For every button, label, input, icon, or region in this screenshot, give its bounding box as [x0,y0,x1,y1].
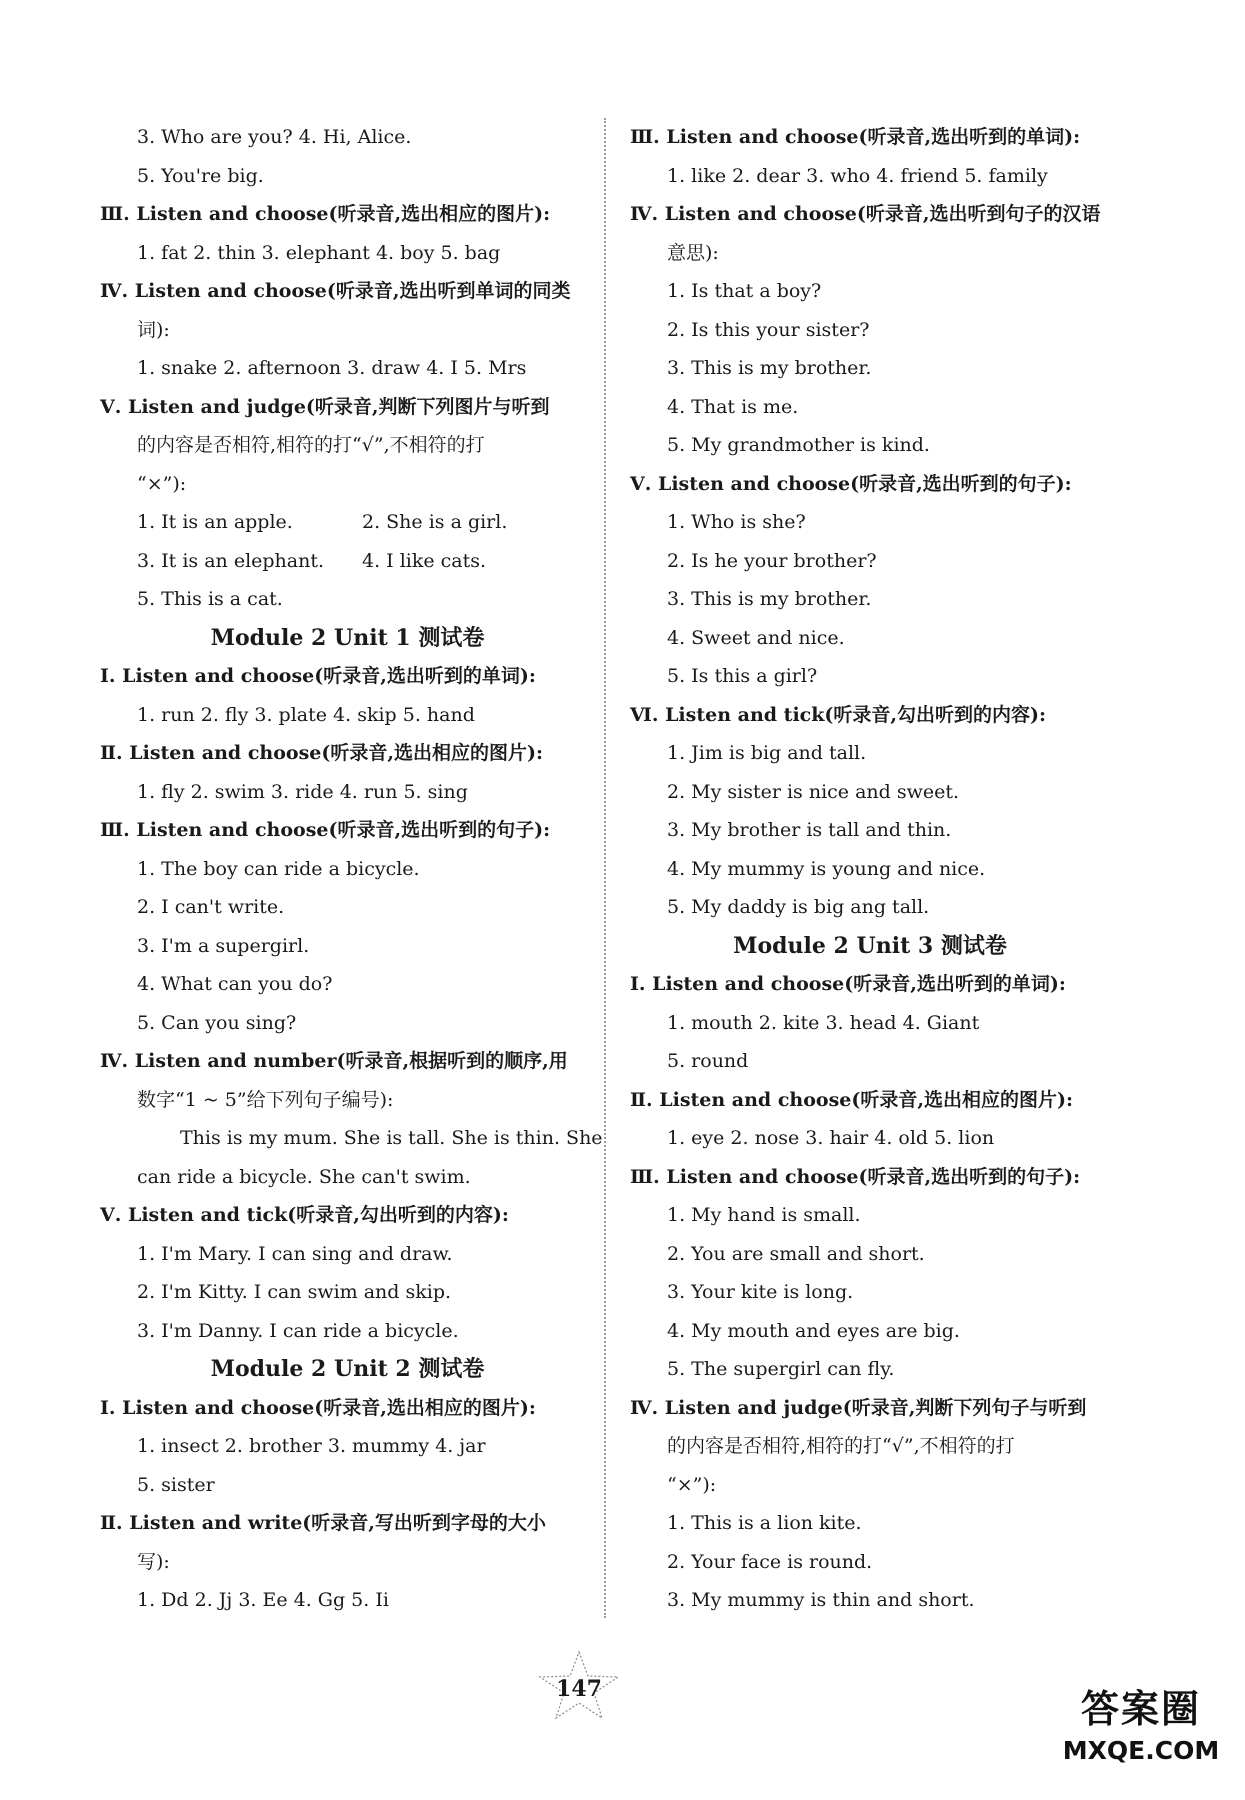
question-heading: Ⅳ. Listen and number(听录音,根据听到的顺序,用 [100,1050,568,1072]
answer-line: 4. That is me. [667,395,799,418]
question-heading: Ⅰ. Listen and choose(听录音,选出听到的单词): [100,665,536,687]
answer-line: 5. This is a cat. [137,588,283,610]
page-number: 147 [556,1676,602,1702]
answer-line: 4. Sweet and nice. [667,626,845,649]
answer-line: 5. My grandmother is kind. [667,434,930,456]
answer-line: 5. Can you sing? [137,1011,297,1034]
answer-line: 2. You are small and short. [667,1242,925,1265]
answer-line: 3. My mummy is thin and short. [667,1589,975,1611]
answer-line: 5. round [667,1050,749,1072]
section-title: Module 2 Unit 1 测试卷 [210,624,485,651]
answer-line: “×”): [667,1473,717,1496]
answer-line: 1. My hand is small. [667,1204,861,1226]
answer-line: 2. Your face is round. [667,1550,873,1573]
question-heading: Ⅰ. Listen and choose(听录音,选出相应的图片): [100,1396,536,1419]
answer-line: 1. mouth 2. kite 3. head 4. Giant [667,1011,980,1034]
answer-line: 5. The supergirl can fly. [667,1358,895,1380]
answer-line: 词): [137,318,170,341]
answer-line: 4. My mummy is young and nice. [667,857,986,880]
answer-line: 1. Is that a boy? [667,280,822,302]
answer-line: 3. This is my brother. [667,357,872,379]
answer-item: 2. She is a girl. [362,511,508,533]
answer-line: 1. This is a lion kite. [667,1512,862,1534]
answer-line: 的内容是否相符,相符的打“√”,不相符的打 [137,434,485,456]
answer-line: 3. My brother is tall and thin. [667,819,952,841]
answer-line: 数字“1 ~ 5”给下列句子编号): [137,1088,394,1111]
watermark-bottom: MXQE.COM [1062,1736,1220,1765]
answer-line: “×”): [137,472,187,495]
answer-line: 1. snake 2. afternoon 3. draw 4. I 5. Mrs [137,357,527,379]
answer-line: 1. Dd 2. Jj 3. Ee 4. Gg 5. Ii [137,1589,389,1611]
answer-line: 3. Who are you? 4. Hi, Alice. [137,126,412,148]
left-column [100,118,603,1620]
question-heading: Ⅲ. Listen and choose(听录音,选出相应的图片): [100,203,551,225]
answer-line: 5. Is this a girl? [667,665,818,687]
section-title: Module 2 Unit 3 测试卷 [733,932,1007,959]
answer-line: 4. My mouth and eyes are big. [667,1319,960,1342]
answer-line: 2. I can't write. [137,896,285,918]
answer-line: 1. fat 2. thin 3. elephant 4. boy 5. bag [137,241,501,264]
question-heading: Ⅳ. Listen and choose(听录音,选出听到单词的同类 [100,280,571,302]
right-column [630,118,1110,1620]
question-heading: Ⅳ. Listen and choose(听录音,选出听到句子的汉语 [630,203,1101,225]
section-title: Module 2 Unit 2 测试卷 [210,1356,485,1382]
question-heading: Ⅰ. Listen and choose(听录音,选出听到的单词): [630,973,1066,995]
answer-item: 4. I like cats. [362,549,487,572]
answer-item: 1. It is an apple. [137,511,293,533]
question-heading: Ⅳ. Listen and judge(听录音,判断下列句子与听到 [630,1396,1087,1419]
question-heading: Ⅱ. Listen and choose(听录音,选出相应的图片): [100,742,543,764]
answer-line: 5. You're big. [137,164,264,187]
answer-line: 2. I'm Kitty. I can swim and skip. [137,1281,452,1303]
answer-line: 的内容是否相符,相符的打“√”,不相符的打 [667,1435,1015,1457]
question-heading: Ⅴ. Listen and tick(听录音,勾出听到的内容): [100,1204,509,1226]
answer-line: 4. What can you do? [137,973,333,995]
answer-line: 5. sister [137,1473,215,1496]
answer-line: 3. I'm Danny. I can ride a bicycle. [137,1319,459,1342]
answer-line: 2. My sister is nice and sweet. [667,780,960,803]
answer-line: 1. Jim is big and tall. [667,742,867,764]
answer-line: 2. Is he your brother? [667,549,877,572]
answer-line: 1. like 2. dear 3. who 4. friend 5. family [667,164,1048,187]
watermark-logo [1057,1684,1225,1780]
answer-line: 1. eye 2. nose 3. hair 4. old 5. lion [667,1127,995,1149]
answer-line: 3. Your kite is long. [667,1281,854,1303]
question-heading: Ⅱ. Listen and write(听录音,写出听到字母的大小 [100,1512,546,1534]
answer-line: 1. fly 2. swim 3. ride 4. run 5. sing [137,780,468,803]
answer-line: 1. The boy can ride a bicycle. [137,857,420,880]
question-heading: Ⅵ. Listen and tick(听录音,勾出听到的内容): [630,703,1047,726]
question-heading: Ⅱ. Listen and choose(听录音,选出相应的图片): [630,1088,1073,1111]
question-heading: Ⅴ. Listen and judge(听录音,判断下列图片与听到 [100,395,550,418]
answer-line: 写): [137,1550,170,1573]
answer-line: 3. This is my brother. [667,588,872,610]
answer-line [100,542,595,581]
question-heading: Ⅲ. Listen and choose(听录音,选出听到的句子): [630,1165,1081,1188]
answer-line: 5. My daddy is big ang tall. [667,896,930,918]
answer-line: This is my mum. She is tall. She is thin. She [180,1127,603,1149]
answer-item: 3. It is an elephant. [137,549,325,572]
answer-line: 1. I'm Mary. I can sing and draw. [137,1242,453,1265]
answer-line [100,503,595,542]
answer-line: can ride a bicycle. She can't swim. [137,1165,471,1188]
answer-line: 1. run 2. fly 3. plate 4. skip 5. hand [137,703,475,726]
question-heading: Ⅲ. Listen and choose(听录音,选出听到的句子): [100,819,551,841]
watermark-top: 答案圈 [1080,1687,1201,1731]
answer-line: 意思): [667,241,719,264]
question-heading: Ⅴ. Listen and choose(听录音,选出听到的句子): [630,472,1072,495]
answer-line: 1. insect 2. brother 3. mummy 4. jar [137,1435,486,1457]
answer-line: 2. Is this your sister? [667,318,870,341]
question-heading: Ⅲ. Listen and choose(听录音,选出听到的单词): [630,126,1081,148]
column-divider [604,118,608,1618]
answer-line: 3. I'm a supergirl. [137,934,310,957]
answer-line: 1. Who is she? [667,511,806,533]
